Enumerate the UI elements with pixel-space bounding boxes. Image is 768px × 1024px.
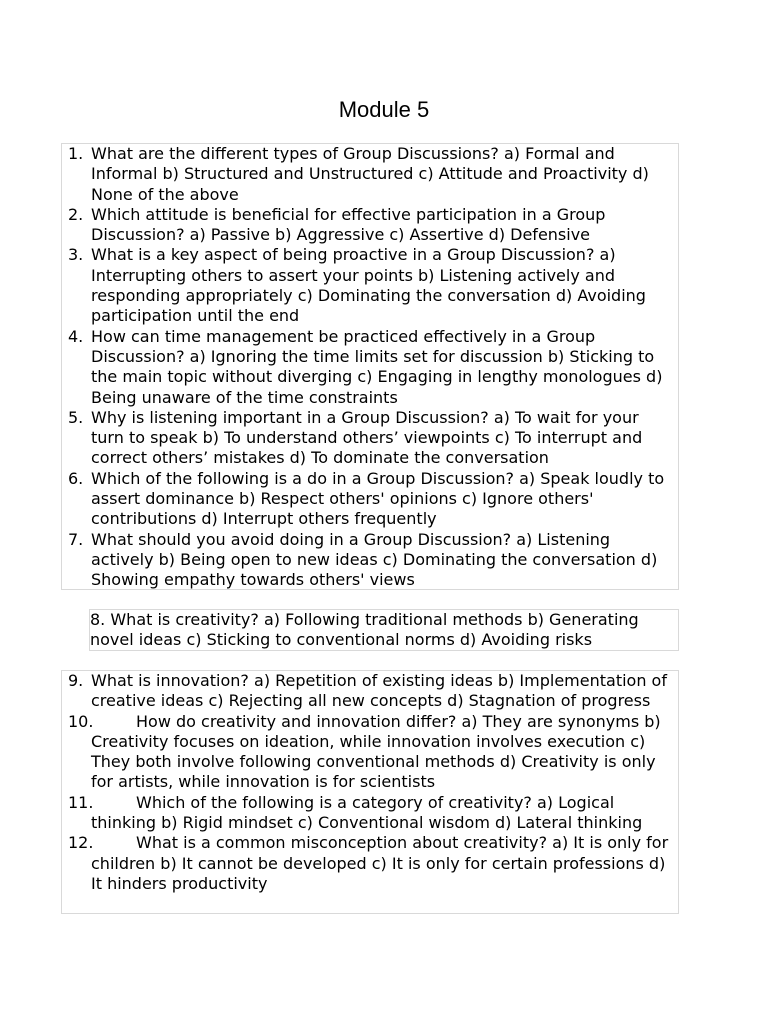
list-item	[68, 327, 674, 408]
list-item	[68, 408, 674, 469]
item-text: What are the different types of Group Discussions? a) Formal and Informal b) Structured and Unstructured c) Attitude and Proactivity d) None of the above	[91, 144, 649, 204]
question-creativity-paragraph	[89, 609, 679, 651]
item-text: Why is listening important in a Group Discussion? a) To wait for your turn to speak b) To understand others’ viewpoints c) To interrupt and correct others’ mistakes d) To dominate the conversation	[91, 407, 643, 468]
list-item	[68, 144, 674, 205]
item-text: Which attitude is beneficial for effective participation in a Group Discussion? a) Passive b) Aggressive c) Assertive d) Defensive	[91, 204, 606, 245]
question-list-group-discussion	[61, 143, 679, 590]
item-number: 9.	[68, 671, 84, 690]
item-text: Which of the following is a do in a Group Discussion? a) Speak loudly to assert dominance b) Respect others' opinions c) Ignore others' contributions d) Interrupt others frequently	[91, 468, 665, 529]
document-title: Module 5	[338, 97, 430, 122]
list-item	[68, 205, 674, 246]
item-text: What should you avoid doing in a Group Discussion? a) Listening actively b) Being open to new ideas c) Dominating the conversation d) Showing empathy towards others' views	[91, 529, 658, 590]
item-number: 10.	[68, 711, 94, 731]
item-text: What is innovation? a) Repetition of existing ideas b) Implementation of creative ideas c) Rejecting all new concepts d) Stagnation of progress	[91, 671, 667, 711]
item-number: 11.	[68, 792, 94, 812]
item-number: 3.	[68, 245, 84, 265]
list-item	[68, 245, 674, 326]
item-text: How can time management be practiced effectively in a Group Discussion? a) Ignoring the time limits set for discussion b) Sticking to the main topic without diverging c) Engaging in lengthy monologues d) Being unaware of the time constraints	[91, 326, 663, 407]
item-text: What is a key aspect of being proactive in a Group Discussion? a) Interrupting others to assert your points b) Listening actively and responding appropriately c) Dominating the conversation d) Avoiding participation until the end	[91, 245, 646, 326]
list-item	[68, 833, 674, 894]
list-item	[68, 469, 674, 530]
item-text: What is a common misconception about creativity? a) It is only for children b) It cannot be developed c) It is only for certain professions d) It hinders productivity	[91, 833, 669, 893]
item-number: 6.	[68, 468, 84, 488]
list-item	[68, 671, 674, 712]
item-text: How do creativity and innovation differ? a) They are synonyms b) Creativity focuses on ideation, while innovation involves execution c) They both involve following conventional methods d) Creativity is only for artists, while innovation is for scientists	[91, 711, 661, 792]
item-number: 2.	[68, 204, 84, 224]
paragraph-text: 8. What is creativity? a) Following traditional methods b) Generating novel ideas c) Sticking to conventional norms d) Avoiding risks	[90, 610, 639, 650]
question-list-creativity-innovation	[61, 670, 679, 914]
item-number: 1.	[68, 144, 84, 163]
item-number: 7.	[68, 529, 84, 549]
item-number: 5.	[68, 407, 84, 427]
item-number: 4.	[68, 326, 84, 346]
list-item	[68, 712, 674, 793]
list-item	[68, 530, 674, 591]
item-number: 12.	[68, 833, 94, 853]
list-item	[68, 793, 674, 834]
item-text: Which of the following is a category of creativity? a) Logical thinking b) Rigid mindset c) Conventional wisdom d) Lateral thinking	[91, 792, 643, 833]
